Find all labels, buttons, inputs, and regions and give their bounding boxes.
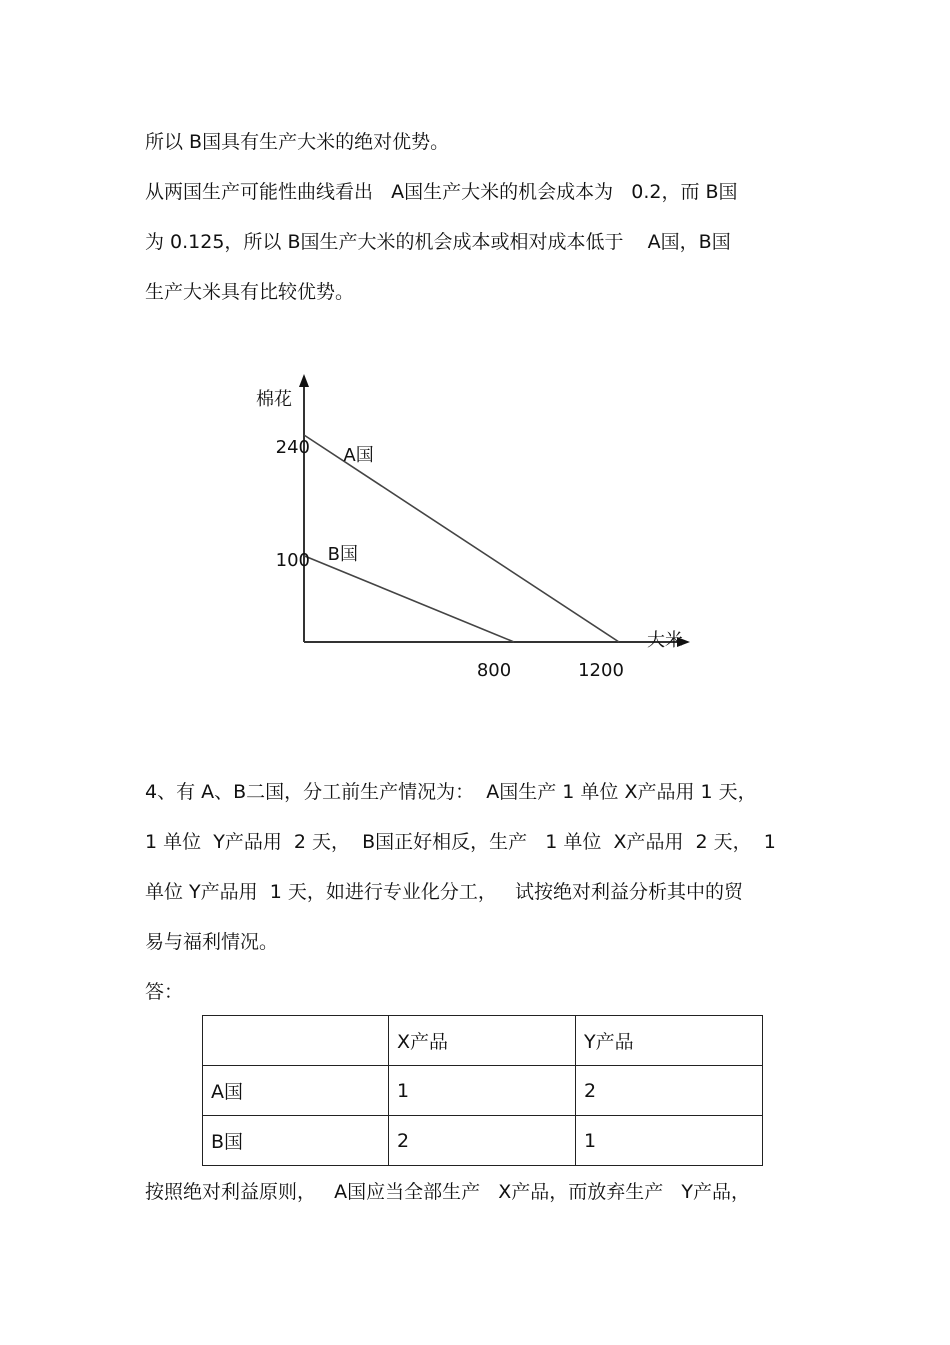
y-tick-label: 100: [275, 549, 310, 571]
y-axis-arrow-icon: [299, 374, 309, 387]
x-axis-label: 大米: [647, 630, 683, 651]
text-line: 所以 B国具有生产大米的绝对优势。: [145, 131, 450, 153]
table-header-cell: Y产品: [576, 1016, 763, 1066]
text-line: 4、有 A、B二国，分工前生产情况为： A国生产 1 单位 X产品用 1 天，: [145, 781, 757, 803]
x-tick-label: 1200: [578, 660, 624, 681]
text-line: 按照绝对利益原则， A国应当全部生产 X产品，而放弃生产 Y产品，: [145, 1181, 750, 1203]
table-header-cell: X产品: [389, 1016, 576, 1066]
series-line-b: [304, 556, 514, 642]
y-axis-label: 棉花: [256, 389, 292, 410]
text-line: 为 0.125，所以 B国生产大米的机会成本或相对成本低于 A国，B国: [145, 231, 731, 253]
table-cell: 2: [576, 1066, 763, 1116]
text-line: 从两国生产可能性曲线看出 A国生产大米的机会成本为 0.2，而 B国: [145, 181, 738, 203]
x-tick-label: 800: [476, 660, 512, 681]
paragraph-conclusion: [145, 117, 810, 167]
table-cell: 2: [389, 1116, 576, 1166]
paragraph-question-4: [145, 767, 810, 967]
table-header-row: [203, 1016, 763, 1066]
table-cell: A国: [203, 1066, 389, 1116]
text-line: 答：: [145, 981, 184, 1003]
series-line-a: [304, 435, 619, 642]
series-label-b: B国: [327, 543, 358, 565]
answer-label: [145, 967, 810, 1017]
paragraph-principle: [145, 1167, 810, 1217]
paragraph-opportunity-cost: [145, 167, 810, 317]
production-table: [202, 1015, 763, 1166]
table-cell: B国: [203, 1116, 389, 1166]
text-line: 易与福利情况。: [145, 931, 279, 953]
ppf-chart: [240, 370, 700, 690]
y-tick-label: 240: [275, 437, 310, 458]
table-header-cell: [203, 1016, 389, 1066]
table-cell: 1: [389, 1066, 576, 1116]
series-label-a: A国: [343, 445, 374, 466]
table-row: [203, 1116, 763, 1166]
table-row: [203, 1066, 763, 1116]
table-cell: 1: [576, 1116, 763, 1166]
text-line: 生产大米具有比较优势。: [145, 281, 355, 303]
text-line: 单位 Y产品用 1 天，如进行专业化分工， 试按绝对利益分析其中的贸: [145, 881, 743, 903]
text-line: 1 单位 Y产品用 2 天， B国正好相反，生产 1 单位 X产品用 2 天， 1: [145, 831, 776, 853]
